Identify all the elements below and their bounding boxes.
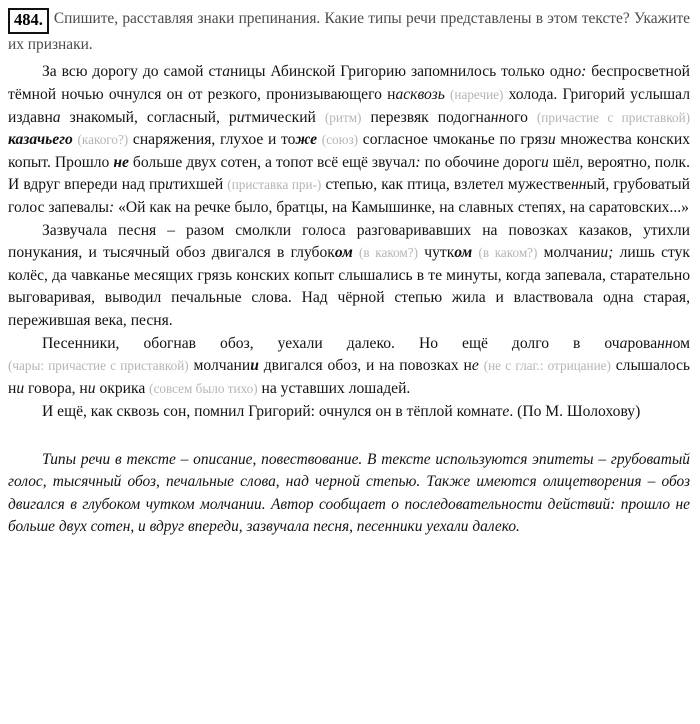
- t: шёл, вероятно, полк. И вдруг впереди над пр: [8, 153, 690, 194]
- t: ом: [672, 334, 690, 352]
- answer-paragraph: Типы речи в тексте – описание, повествование. В тексте используются эпитеты – грубоватый голос, тысячный обоз, печальные слова, над черной степью. Также имеются олицетворения – обоз двигался в глубоком чутком молчании. Автор сообщает о последовательности действий: прошло не больше двух сотен, и вдруг впереди, зазвучала песня, песенники уехали далеко.: [8, 451, 690, 536]
- t: рова: [627, 334, 658, 352]
- t: лишь стук колёс, да чавканье месящих грязь конских копыт слышались в те минуты, когда запевала, старательно выговаривая, выводил печальные слова. Над чёрной степью жила и властвовала одна старая, пережившая века, песня.: [8, 244, 691, 330]
- t: не: [113, 153, 129, 171]
- t: ватый голос запевалы: [8, 176, 690, 217]
- paragraph-1: [8, 61, 690, 219]
- paragraph-3: [8, 333, 690, 401]
- t: казачьего: [8, 131, 73, 149]
- task-instruction: Спишите, расставляя знаки препинания. Какие типы речи представлены в этом тексте? Укажите их признаки.: [8, 10, 690, 53]
- t: о: [642, 176, 651, 194]
- t: больше двух сотен, а топот всё ещё звучал: [128, 153, 416, 171]
- task-header: [8, 8, 690, 55]
- t: ого: [506, 108, 528, 126]
- grammar-note-pristavka-pri: (приставка при-): [227, 177, 322, 193]
- t: множества конских копыт. Прошло: [8, 131, 691, 171]
- t: о:: [573, 63, 587, 81]
- t: ый, груб: [586, 176, 643, 194]
- t: а: [52, 108, 61, 126]
- t: За всю дорогу до самой ст: [42, 63, 223, 81]
- t: слышалось н: [8, 357, 690, 397]
- t: я: [127, 244, 135, 262]
- t: И ещё, как сквозь сон, помнил Григорий: очнулся он в тёплой комнат: [42, 402, 503, 420]
- source-text: [8, 61, 690, 423]
- t: молчани: [188, 357, 251, 375]
- exercise-number: 484.: [8, 8, 49, 34]
- grammar-note-ne-glagol: (не с глаг.: отрицание): [483, 358, 611, 374]
- t: сквозь: [403, 85, 445, 103]
- grammar-note-soyuz: (союз): [321, 132, 359, 148]
- t: снаряжения, глухое и то: [128, 131, 296, 149]
- t: и: [16, 379, 25, 397]
- grammar-note-narechie: (наречие): [450, 86, 504, 102]
- grammar-note-prichastie: (причастие с приставкой): [536, 109, 691, 125]
- t: говора, н: [24, 379, 88, 397]
- t: степью, как птица, взлетел мужестве: [321, 176, 572, 194]
- t: знакомый, согласный, р: [60, 108, 237, 126]
- grammar-note-v-kakom-1: (в каком?): [359, 245, 419, 261]
- t: нн: [490, 108, 507, 126]
- t: а: [395, 85, 404, 103]
- t: е: [471, 357, 479, 375]
- t: на уставших лошадей.: [257, 379, 411, 397]
- t: :: [415, 153, 421, 171]
- t: двигался обоз, и на повозках н: [258, 357, 472, 375]
- t: и: [87, 379, 96, 397]
- t: тмический: [244, 108, 316, 126]
- t: Песенники, обогнав обоз, уехали далеко. Но ещё долго в оч: [42, 334, 620, 352]
- t: и: [547, 131, 556, 149]
- t: ом: [454, 244, 473, 262]
- grammar-note-sovsem-tiho: (совсем было тихо): [149, 380, 258, 396]
- t: тихшей: [172, 176, 224, 194]
- t: холода. Григорий услышал издавн: [8, 85, 690, 126]
- t: и: [250, 357, 259, 375]
- t: и: [165, 176, 173, 194]
- t: ом: [334, 244, 353, 262]
- grammar-note-v-kakom-2: (в каком?): [478, 245, 538, 261]
- t: по обочине дорог: [420, 153, 541, 171]
- grammar-note-chary: (чары: причастие с приставкой): [8, 358, 189, 374]
- t: молчани: [537, 244, 601, 262]
- t: е: [502, 402, 510, 420]
- t: согласное чмоканье по гряз: [358, 131, 548, 149]
- t: и;: [600, 244, 614, 262]
- t: беспросветной тёмной ночью очнулся он от резкого, пронизывающего н: [8, 63, 690, 103]
- t: и: [540, 153, 549, 171]
- t: же: [295, 131, 318, 149]
- grammar-note-kakogo: (какого?): [77, 132, 129, 148]
- t: «Ой как на речке было, братцы, на Камышинке, на славных степях, на саратовских...»: [114, 199, 689, 217]
- t: чутк: [418, 244, 455, 262]
- t: . (По М. Шолохову): [509, 402, 641, 420]
- t: чный обоз двигался в глубок: [134, 244, 335, 262]
- t: нн: [571, 176, 587, 194]
- grammar-note-ritm: (ритм): [324, 109, 362, 125]
- t: :: [109, 199, 115, 217]
- t: окрика: [95, 379, 146, 397]
- paragraph-4: [8, 401, 690, 424]
- t: нн: [657, 334, 673, 352]
- t: ницы Абинской Григорию запомнилось только одн: [229, 63, 574, 81]
- t: а: [619, 334, 628, 352]
- paragraph-2: [8, 220, 690, 333]
- answer-block: [8, 449, 690, 538]
- t: а: [222, 63, 230, 81]
- t: перезвяк подогна: [361, 108, 491, 126]
- t: и: [236, 108, 245, 126]
- t: Зазвучала песня – разом смолкли голоса разговаривавших на повозках казаков, утихли понукания, и тыс: [8, 221, 690, 262]
